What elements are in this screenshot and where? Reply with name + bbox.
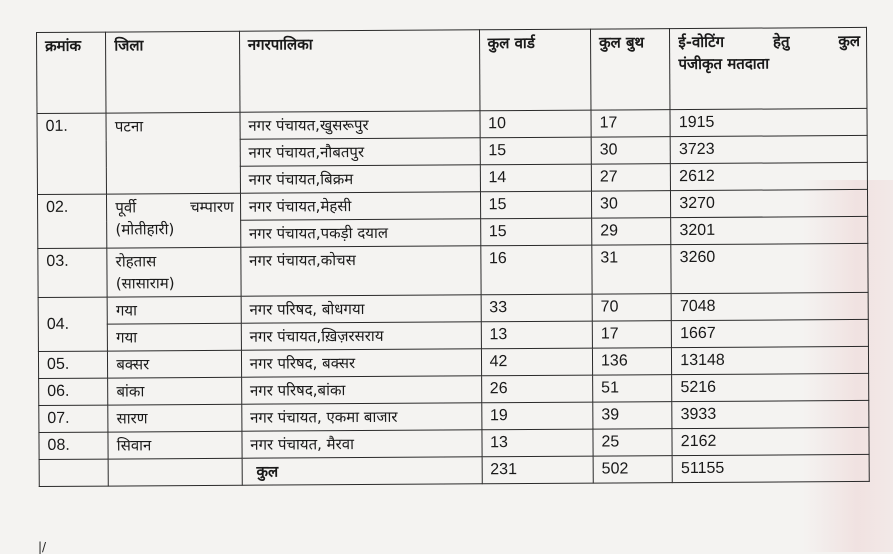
municipality-cell: नगर परिषद, बक्सर [241, 349, 481, 377]
serial-cell: 03. [38, 248, 108, 297]
table-header-row [37, 27, 867, 113]
municipality-cell: नगर पंचायत, मैरवा [242, 430, 482, 458]
total-district-empty [108, 458, 242, 486]
header-municipality: नगरपालिका [239, 30, 479, 112]
voters-cell: 1667 [672, 319, 869, 347]
header-voters-word-hetu: हेतु [772, 32, 790, 51]
header-district: जिला [106, 31, 240, 113]
voters-cell: 2612 [671, 162, 868, 190]
serial-cell: 04. [38, 297, 108, 351]
e-voting-voters-table [36, 27, 870, 487]
serial-cell: 02. [37, 194, 107, 248]
header-voters-word-evoting: ई-वोटिंग [678, 32, 725, 52]
wards-cell: 15 [480, 218, 592, 246]
district-cell: बांका [108, 377, 242, 405]
municipality-cell: नगर पंचायत,ख़िज़रसराय [241, 322, 481, 350]
district-line2: (मोतीहारी) [115, 220, 175, 239]
municipality-cell: नगर पंचायत,बिक्रम [240, 165, 480, 193]
serial-cell: 07. [39, 405, 108, 432]
serial-cell: 08. [39, 432, 108, 459]
wards-cell: 10 [480, 110, 592, 138]
municipality-cell: नगर परिषद, बोधगया [241, 295, 481, 323]
district-cell: सिवान [108, 431, 242, 459]
serial-cell: 01. [37, 113, 107, 194]
serial-cell: 06. [39, 378, 108, 405]
booths-cell: 136 [592, 348, 671, 375]
district-line2: (सासाराम) [115, 274, 175, 293]
voters-cell: 7048 [671, 292, 868, 320]
municipality-cell: नगर परिषद,बांका [241, 376, 481, 404]
district-line1 [115, 196, 234, 219]
booths-cell: 30 [591, 191, 670, 218]
header-serial: क्रमांक [37, 32, 107, 113]
table-row [38, 243, 868, 297]
header-total-booths: कुल बुथ [590, 29, 670, 110]
total-booths: 502 [593, 456, 672, 483]
voters-cell: 3260 [671, 243, 868, 293]
wards-cell: 19 [481, 402, 593, 430]
serial-cell: 05. [38, 351, 107, 378]
wards-cell: 26 [481, 375, 593, 403]
municipality-cell: नगर पंचायत,पकड़ी दयाल [240, 219, 480, 247]
header-voters-word-kul: कुल [838, 31, 861, 51]
district-word-purvi: पूर्वी [115, 198, 137, 217]
booths-cell: 25 [593, 429, 672, 456]
voters-cell: 3270 [671, 189, 868, 217]
wards-cell: 15 [480, 191, 592, 219]
booths-cell: 29 [592, 218, 671, 245]
booths-cell: 27 [591, 164, 670, 191]
voters-cell: 2162 [672, 427, 869, 455]
voters-cell: 1915 [670, 108, 867, 136]
district-cell: सारण [108, 404, 242, 432]
handwritten-tick-mark: |/ [38, 540, 47, 554]
district-cell: गया [108, 323, 242, 351]
municipality-cell: नगर पंचायत,नौबतपुर [240, 138, 480, 166]
wards-cell: 16 [480, 245, 592, 295]
booths-cell: 30 [591, 137, 670, 164]
booths-cell: 51 [593, 375, 672, 402]
total-label: कुल [242, 457, 482, 485]
header-registered-voters [670, 27, 867, 109]
header-voters-line2: पंजीकृत मतदाता [678, 54, 770, 74]
wards-cell: 33 [481, 294, 593, 322]
wards-cell: 42 [481, 348, 593, 376]
booths-cell: 17 [591, 110, 670, 137]
voters-cell: 13148 [672, 346, 869, 374]
municipality-cell: नगर पंचायत,कोचस [241, 246, 481, 296]
voters-cell: 5216 [672, 373, 869, 401]
district-line1: रोहतास [115, 252, 157, 271]
total-voters: 51155 [672, 454, 869, 482]
wards-cell: 13 [482, 429, 594, 457]
wards-cell: 13 [481, 321, 593, 349]
total-wards: 231 [482, 456, 594, 484]
booths-cell: 39 [593, 402, 672, 429]
district-cell [107, 247, 241, 297]
total-row [39, 454, 869, 486]
district-cell: बक्सर [108, 350, 242, 378]
booths-cell: 70 [592, 294, 671, 321]
total-serial-empty [39, 459, 108, 486]
header-total-wards: कुल वार्ड [479, 29, 591, 111]
booths-cell: 17 [592, 321, 671, 348]
wards-cell: 15 [480, 137, 592, 165]
district-word-champaran: चम्पारण [190, 197, 234, 217]
municipality-cell: नगर पंचायत,खुसरूपुर [240, 111, 480, 139]
district-cell [107, 193, 241, 248]
header-voters-line1 [678, 30, 860, 53]
booths-cell: 31 [592, 245, 672, 294]
district-cell: गया [107, 296, 241, 324]
voters-cell: 3201 [671, 216, 868, 244]
district-cell: पटना [106, 112, 240, 194]
municipality-cell: नगर पंचायत,मेहसी [240, 192, 480, 220]
voters-cell: 3933 [672, 400, 869, 428]
municipality-cell: नगर पंचायत, एकमा बाजार [241, 403, 481, 431]
voters-cell: 3723 [670, 135, 867, 163]
wards-cell: 14 [480, 164, 592, 192]
